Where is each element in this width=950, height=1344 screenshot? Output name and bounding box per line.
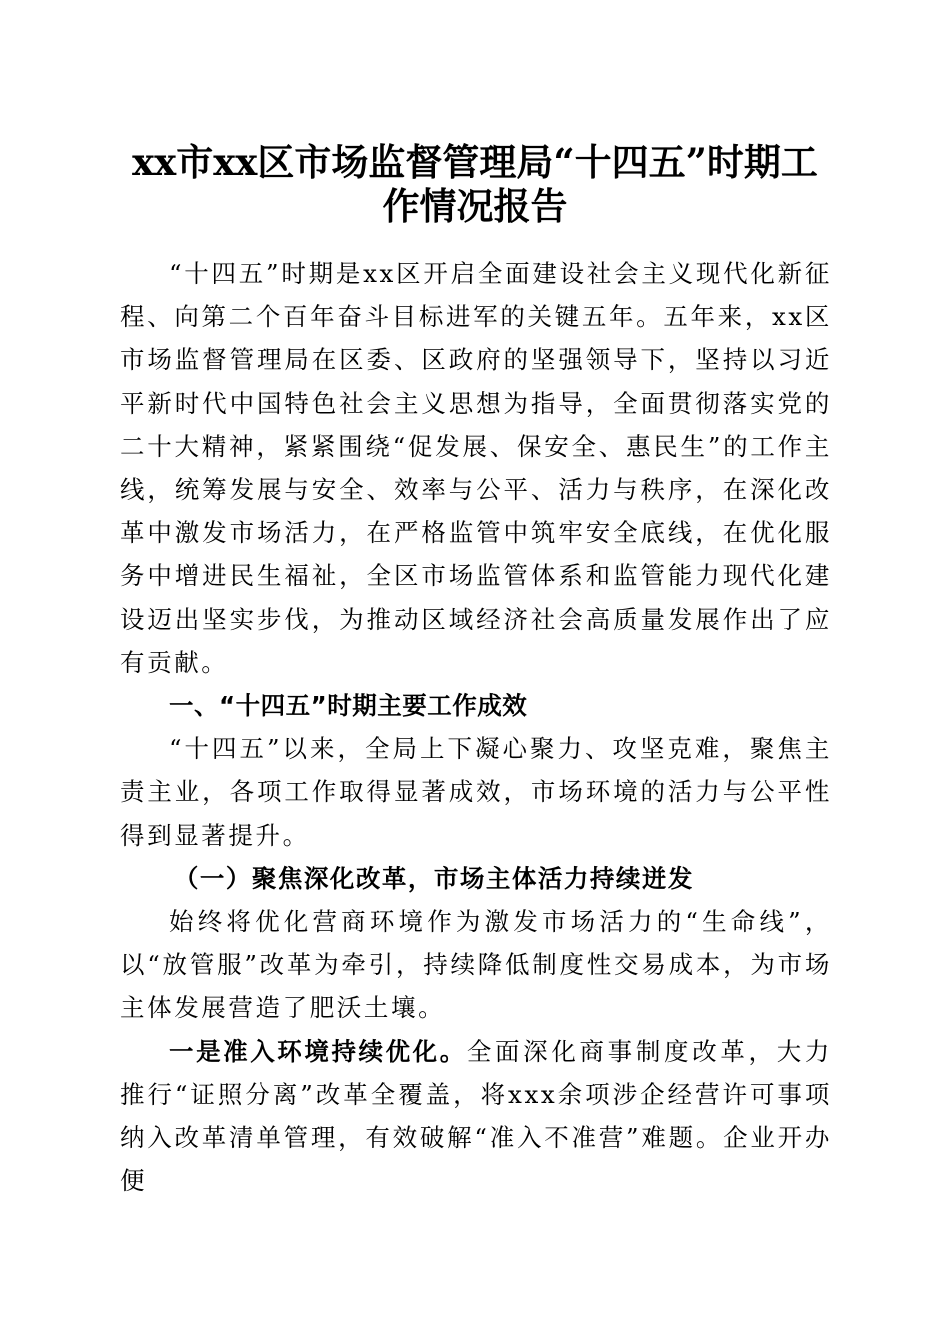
document-title-line-1: xx市xx区市场监督管理局“十四五”时期工 [132,140,818,184]
section-1-paragraph: “十四五”以来，全局上下凝心聚力、攻坚克难，聚焦主责主业，各项工作取得显著成效，市场环境的活力与公平性得到显著提升。 [120,734,832,850]
item-1-text: 全面深化商事制度改革，大力推行“证照分离”改革全覆盖，将xxx余项涉企经营许可事项纳入改革清单管理，有效破解“准入不准营”难题。企业开办便 [120,1036,832,1196]
section-1-heading: 一、“十四五”时期主要工作成效 [169,691,528,721]
item-1-lead: 一是准入环境持续优化。 [169,1036,467,1066]
subsection-1-paragraph: 始终将优化营商环境作为激发市场活力的“生命线”，以“放管服”改革为牵引，持续降低制度性交易成本，为市场主体发展营造了肥沃土壤。 [120,907,832,1023]
document-title-line-2: 作情况报告 [382,184,568,228]
intro-paragraph: “十四五”时期是xx区开启全面建设社会主义现代化新征程、向第二个百年奋斗目标进军的关键五年。五年来，xx区市场监督管理局在区委、区政府的坚强领导下，坚持以习近平新时代中国特色社会主义思想为指导，全面贯彻落实党的二十大精神，紧紧围绕“促发展、保安全、惠民生”的工作主线，统筹发展与安全、效率与公平、活力与秩序，在深化改革中激发市场活力，在严格监管中筑牢安全底线，在优化服务中增进民生福祉，全区市场监管体系和监管能力现代化建设迈出坚实步伐，为推动区域经济社会高质量发展作出了应有贡献。 [120,259,832,677]
subsection-1-heading: （一）聚焦深化改革，市场主体活力持续迸发 [173,863,694,893]
document-body [120,252,832,1202]
item-1-paragraph [120,1030,832,1203]
